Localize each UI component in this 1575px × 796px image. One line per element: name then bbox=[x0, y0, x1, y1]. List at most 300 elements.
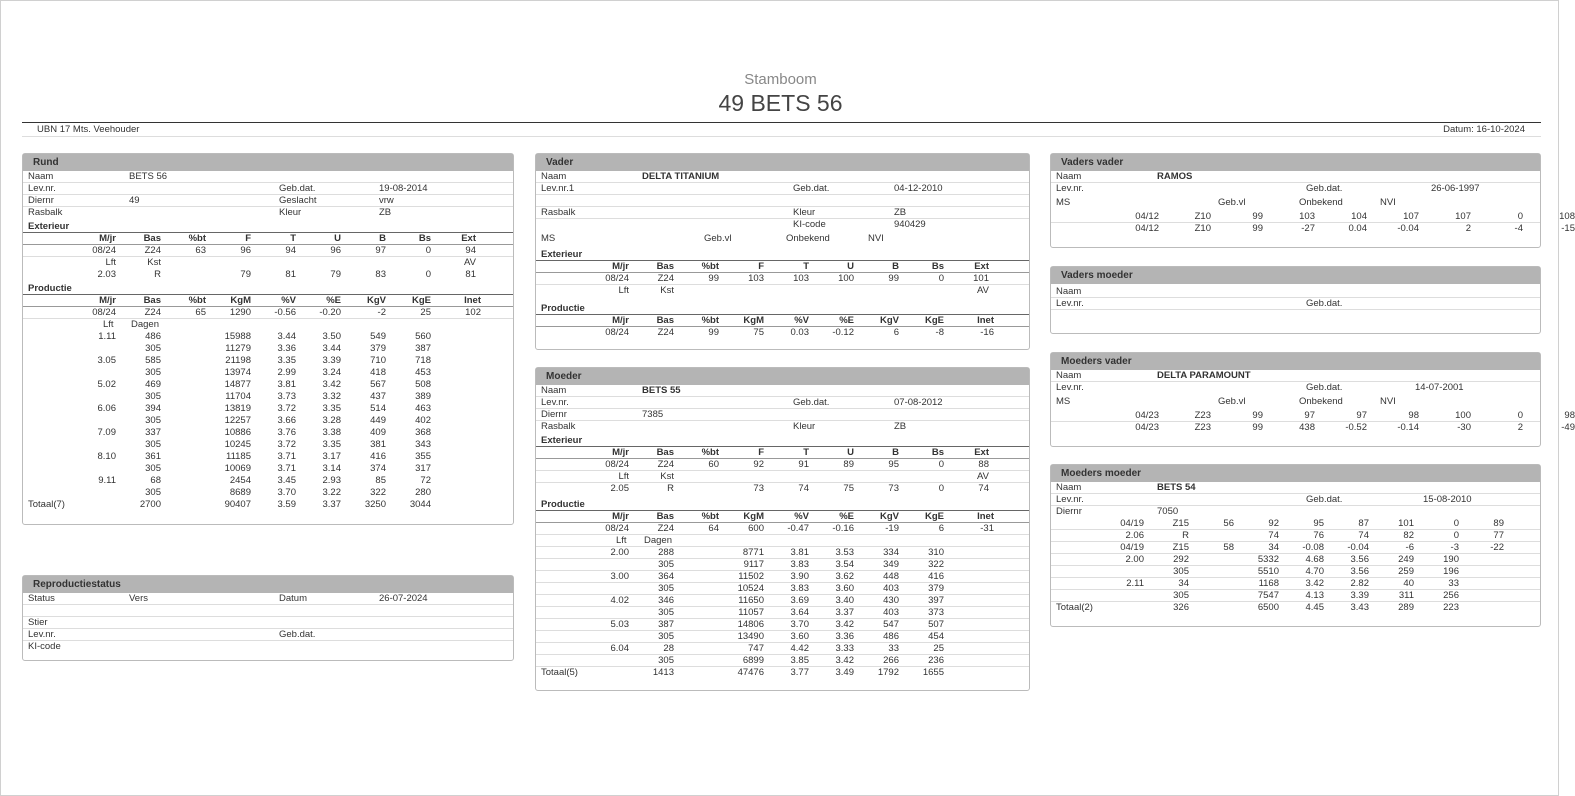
cell bbox=[674, 285, 719, 297]
cell: 236 bbox=[928, 655, 944, 666]
value-diernr: 49 bbox=[129, 195, 140, 206]
cell bbox=[899, 471, 944, 483]
row-levnr bbox=[1051, 494, 1540, 506]
page-title: 49 BETS 56 bbox=[718, 90, 843, 116]
table-row bbox=[23, 379, 513, 391]
section-exterieur: Exterieur bbox=[23, 219, 513, 233]
table-row bbox=[23, 463, 513, 475]
row-naam bbox=[1051, 286, 1540, 298]
cell: 3.53 bbox=[835, 547, 854, 558]
cell: 305 bbox=[658, 631, 674, 642]
col-ext: Ext bbox=[974, 447, 989, 458]
cell: Z10 bbox=[1194, 211, 1211, 222]
cell: 101 bbox=[1398, 518, 1414, 529]
cell: Z24 bbox=[657, 523, 674, 534]
cell: 40 bbox=[1403, 578, 1414, 589]
label-nvi: NVI bbox=[868, 233, 884, 244]
cell: 3.49 bbox=[835, 667, 854, 678]
cell bbox=[944, 631, 994, 643]
cell: 3.73 bbox=[277, 391, 296, 402]
cell bbox=[161, 257, 206, 269]
label-diernr: Diernr bbox=[28, 195, 54, 206]
cell: 3.17 bbox=[322, 451, 341, 462]
cell: 3250 bbox=[364, 499, 386, 510]
cell: 3.24 bbox=[322, 367, 341, 378]
col-kgm: KgM bbox=[743, 511, 764, 522]
cell bbox=[431, 427, 481, 439]
cell: 4.13 bbox=[1305, 590, 1324, 601]
label-kicode: KI-code bbox=[793, 219, 826, 230]
col-bt: %bt bbox=[701, 447, 719, 458]
label-lft: Lft bbox=[103, 319, 114, 330]
cell bbox=[161, 269, 206, 281]
cell: 567 bbox=[370, 379, 386, 390]
section-exterieur: Exterieur bbox=[536, 433, 1029, 447]
cell: 507 bbox=[928, 619, 944, 630]
cell: Z24 bbox=[657, 273, 674, 284]
col-mjr: M/jr bbox=[99, 295, 116, 306]
cell: 13974 bbox=[224, 367, 251, 378]
cell: 6500 bbox=[1257, 602, 1279, 613]
cell: 0 bbox=[1453, 530, 1459, 541]
cell: 103 bbox=[793, 273, 809, 284]
col-bt: %bt bbox=[188, 295, 206, 306]
cell bbox=[341, 257, 386, 269]
cell: 4.70 bbox=[1305, 566, 1324, 577]
cell bbox=[206, 257, 251, 269]
cell: 3.81 bbox=[790, 547, 809, 558]
cell: Z15 bbox=[1172, 542, 1189, 553]
cell: 585 bbox=[145, 355, 161, 366]
card-moeders-vader bbox=[1050, 352, 1575, 447]
cell bbox=[854, 285, 899, 297]
cell bbox=[23, 415, 116, 427]
cell bbox=[674, 559, 719, 571]
label-rasbalk: Rasbalk bbox=[541, 421, 576, 432]
cell: 100 bbox=[838, 273, 854, 284]
col-bas: Bas bbox=[143, 233, 161, 244]
col-kgm: KgM bbox=[743, 315, 764, 326]
cell: 94 bbox=[465, 245, 476, 256]
cell: 0 bbox=[938, 273, 944, 284]
cell: 3.70 bbox=[790, 619, 809, 630]
label-gebdat: Geb.dat. bbox=[1306, 494, 1343, 505]
value-diernr: 7385 bbox=[642, 409, 664, 420]
cell: 305 bbox=[145, 415, 161, 426]
label-rasbalk: Rasbalk bbox=[28, 207, 63, 218]
cell: 56 bbox=[1223, 518, 1234, 529]
col-mjr: M/jr bbox=[612, 261, 629, 272]
cell: 448 bbox=[883, 571, 899, 582]
cell: 322 bbox=[370, 487, 386, 498]
cell: 76 bbox=[1313, 530, 1324, 541]
cell: 73 bbox=[753, 483, 764, 494]
cell: 373 bbox=[928, 607, 944, 618]
cell: 3.28 bbox=[322, 415, 341, 426]
cell: 58 bbox=[1223, 542, 1234, 553]
cell: 75 bbox=[843, 483, 854, 494]
table-header bbox=[23, 295, 513, 307]
label-naam: Naam bbox=[28, 171, 54, 182]
cell: 3.83 bbox=[790, 559, 809, 570]
col-mjr: M/jr bbox=[612, 447, 629, 458]
label-gebdat: Geb.dat. bbox=[793, 397, 830, 408]
cell: 15988 bbox=[224, 331, 251, 342]
card-moeders-moeder bbox=[1050, 464, 1541, 627]
cell: 486 bbox=[883, 631, 899, 642]
value-gebdat: 15-08-2010 bbox=[1423, 494, 1472, 505]
table-row bbox=[536, 655, 1029, 667]
cell bbox=[161, 487, 206, 499]
cell: 4.02 bbox=[610, 595, 629, 606]
exterieur-table bbox=[23, 233, 513, 281]
col-bas: Bas bbox=[656, 447, 674, 458]
cell: 549 bbox=[370, 331, 386, 342]
cell: 10245 bbox=[224, 439, 251, 450]
label-nvi: NVI bbox=[1380, 197, 1396, 208]
label-gebdat: Geb.dat. bbox=[1306, 183, 1343, 194]
col-bt: %bt bbox=[701, 511, 719, 522]
cell: 416 bbox=[370, 451, 386, 462]
cell bbox=[674, 471, 719, 483]
cell: -31 bbox=[980, 523, 994, 534]
row-empty bbox=[536, 195, 1029, 207]
cell bbox=[536, 607, 629, 619]
cell: -3 bbox=[1450, 542, 1459, 553]
card-vaders-moeder bbox=[1050, 266, 1541, 334]
cell bbox=[674, 595, 719, 607]
section-productie: Productie bbox=[23, 281, 513, 295]
print-date: Datum: 16-10-2024 bbox=[1443, 124, 1525, 135]
cell: 379 bbox=[370, 343, 386, 354]
cell bbox=[431, 499, 481, 511]
cell: 89 bbox=[1493, 518, 1504, 529]
card-reproductiestatus bbox=[22, 575, 514, 661]
cell: 374 bbox=[370, 463, 386, 474]
cell: 14877 bbox=[224, 379, 251, 390]
label-geslacht: Geslacht bbox=[279, 195, 317, 206]
cell bbox=[23, 487, 116, 499]
cell: 75 bbox=[753, 327, 764, 338]
table-row bbox=[536, 547, 1029, 559]
cell: 101 bbox=[973, 273, 989, 284]
cell bbox=[944, 571, 994, 583]
cell: 89 bbox=[843, 459, 854, 470]
cell bbox=[1459, 578, 1504, 590]
cell: 104 bbox=[1351, 211, 1367, 222]
cell: 99 bbox=[888, 273, 899, 284]
cell: 25 bbox=[933, 643, 944, 654]
label-dagen: Dagen bbox=[131, 319, 159, 330]
cell: 3.45 bbox=[277, 475, 296, 486]
totaal-row bbox=[1051, 602, 1540, 614]
cell bbox=[674, 547, 719, 559]
cell: 1168 bbox=[1258, 578, 1279, 589]
cell bbox=[431, 367, 481, 379]
table-row bbox=[1051, 578, 1540, 590]
cell: 33 bbox=[1448, 578, 1459, 589]
table-row bbox=[1051, 518, 1540, 530]
cell bbox=[944, 607, 994, 619]
cell: 3.72 bbox=[277, 439, 296, 450]
cell bbox=[536, 559, 629, 571]
cell bbox=[674, 655, 719, 667]
cell bbox=[944, 667, 994, 679]
cell: 454 bbox=[928, 631, 944, 642]
cell: 0 bbox=[1517, 410, 1523, 421]
cell: 6.04 bbox=[610, 643, 629, 654]
cell bbox=[431, 487, 481, 499]
cell: 34 bbox=[1178, 578, 1189, 589]
table-row bbox=[23, 343, 513, 355]
cell: 2.00 bbox=[1125, 554, 1144, 565]
cell: 87 bbox=[1358, 518, 1369, 529]
cell: 99 bbox=[1252, 422, 1263, 433]
cell: 8689 bbox=[229, 487, 251, 498]
cell: 4.42 bbox=[790, 643, 809, 654]
cell: -49 bbox=[1561, 422, 1575, 433]
cell: 256 bbox=[1443, 590, 1459, 601]
cell: 99 bbox=[708, 273, 719, 284]
cell: -30 bbox=[1457, 422, 1471, 433]
cell: AV bbox=[977, 471, 989, 482]
row-levnr bbox=[536, 397, 1029, 409]
cell: 310 bbox=[928, 547, 944, 558]
row-naam bbox=[536, 385, 1029, 397]
cell: 74 bbox=[978, 483, 989, 494]
value-gebdat: 04-12-2010 bbox=[894, 183, 943, 194]
cell: Z23 bbox=[1194, 410, 1211, 421]
cell: Totaal(2) bbox=[1056, 602, 1093, 613]
cell bbox=[1459, 554, 1504, 566]
cell: 3.66 bbox=[277, 415, 296, 426]
cell: 322 bbox=[928, 559, 944, 570]
cell: 3.60 bbox=[790, 631, 809, 642]
label-kleur: Kleur bbox=[279, 207, 302, 218]
cell: 10524 bbox=[737, 583, 764, 594]
cell: 514 bbox=[370, 403, 386, 414]
cell: 402 bbox=[415, 415, 431, 426]
cell: 2.00 bbox=[610, 547, 629, 558]
row-naam bbox=[1051, 171, 1540, 183]
cell: 1655 bbox=[922, 667, 944, 678]
cell: 463 bbox=[415, 403, 431, 414]
table-row bbox=[23, 439, 513, 451]
cell bbox=[674, 631, 719, 643]
section-exterieur: Exterieur bbox=[536, 247, 1029, 261]
label-levnr: Lev.nr. bbox=[541, 397, 569, 408]
cell: 2454 bbox=[229, 475, 251, 486]
cell: 94 bbox=[285, 245, 296, 256]
col-bs: Bs bbox=[418, 233, 431, 244]
card-title: Moeders moeder bbox=[1051, 465, 1540, 482]
label-datum: Datum bbox=[279, 593, 307, 604]
table-row bbox=[23, 257, 513, 269]
value-naam: BETS 54 bbox=[1157, 482, 1196, 493]
label-gebvl: Geb.vl bbox=[1218, 396, 1246, 407]
cell bbox=[944, 595, 994, 607]
value-gebdat: 26-06-1997 bbox=[1431, 183, 1480, 194]
table-header bbox=[23, 233, 513, 245]
cell: 95 bbox=[888, 459, 899, 470]
col-bs: Bs bbox=[931, 261, 944, 272]
cell: 3.35 bbox=[322, 439, 341, 450]
card-title: Moeder bbox=[536, 368, 1029, 385]
table-row bbox=[23, 451, 513, 463]
cell: 107 bbox=[1403, 211, 1419, 222]
cell: 289 bbox=[1398, 602, 1414, 613]
cell: 3.39 bbox=[322, 355, 341, 366]
table-header bbox=[536, 511, 1029, 523]
value-diernr: 7050 bbox=[1157, 506, 1179, 517]
cell: 368 bbox=[415, 427, 431, 438]
cell: 437 bbox=[370, 391, 386, 402]
ancestor-rows bbox=[1051, 518, 1540, 602]
cell: 34 bbox=[1268, 542, 1279, 553]
cell: 223 bbox=[1443, 602, 1459, 613]
cell: 0 bbox=[425, 245, 431, 256]
cell bbox=[674, 583, 719, 595]
cell: 355 bbox=[415, 451, 431, 462]
col-v: %V bbox=[794, 511, 809, 522]
cell bbox=[1459, 566, 1504, 578]
cell: Kst bbox=[147, 257, 161, 268]
cell bbox=[674, 607, 719, 619]
cell: 95 bbox=[1313, 518, 1324, 529]
cell bbox=[944, 619, 994, 631]
cell: R bbox=[1182, 530, 1189, 541]
table-row bbox=[536, 595, 1029, 607]
cell: Totaal(7) bbox=[28, 499, 65, 510]
row-rasbalk bbox=[536, 421, 1029, 433]
cell: 3.90 bbox=[790, 571, 809, 582]
cell: 3.37 bbox=[835, 607, 854, 618]
cell: 5332 bbox=[1257, 554, 1279, 565]
cell: 11057 bbox=[738, 607, 764, 618]
cell: 4.45 bbox=[1305, 602, 1324, 613]
cell: 560 bbox=[415, 331, 431, 342]
cell: 326 bbox=[1173, 602, 1189, 613]
cell: 3.76 bbox=[277, 427, 296, 438]
col-kgv: KgV bbox=[880, 315, 899, 326]
cell bbox=[431, 355, 481, 367]
col-ext: Ext bbox=[461, 233, 476, 244]
table-row bbox=[536, 571, 1029, 583]
cell: 3.00 bbox=[610, 571, 629, 582]
cell: 453 bbox=[415, 367, 431, 378]
cell: 3.35 bbox=[322, 403, 341, 414]
label-levnr: Lev.nr. bbox=[1056, 183, 1084, 194]
cell: -0.52 bbox=[1345, 422, 1367, 433]
label-levnr: Lev.nr. bbox=[1056, 382, 1084, 393]
cell: 3.44 bbox=[277, 331, 296, 342]
table-row bbox=[536, 523, 1029, 535]
cell: 486 bbox=[145, 331, 161, 342]
cell: 397 bbox=[928, 595, 944, 606]
cell: 102 bbox=[465, 307, 481, 318]
col-mjr: M/jr bbox=[612, 315, 629, 326]
card-title: Rund bbox=[23, 154, 513, 171]
label-status: Status bbox=[28, 593, 55, 604]
cell bbox=[944, 655, 994, 667]
cell: 3.40 bbox=[835, 595, 854, 606]
col-bas: Bas bbox=[656, 511, 674, 522]
cell: 2.05 bbox=[610, 483, 629, 494]
cell: Z24 bbox=[144, 245, 161, 256]
cell bbox=[674, 667, 719, 679]
row-levnr bbox=[23, 183, 513, 195]
cell: 3.42 bbox=[835, 619, 854, 630]
card-title: Vader bbox=[536, 154, 1029, 171]
label-levnr1: Lev.nr.1 bbox=[541, 183, 575, 194]
cell: 103 bbox=[748, 273, 764, 284]
label-ms: MS bbox=[541, 233, 556, 244]
cell bbox=[1189, 554, 1234, 566]
cell: 33 bbox=[888, 643, 899, 654]
cell bbox=[1459, 590, 1504, 602]
col-b: B bbox=[892, 261, 899, 272]
cell: 98 bbox=[1564, 410, 1575, 421]
cell: 305 bbox=[145, 367, 161, 378]
label-levnr: Lev.nr. bbox=[1056, 494, 1084, 505]
cell: 68 bbox=[150, 475, 161, 486]
cell: -4 bbox=[1514, 223, 1523, 234]
value-naam: RAMOS bbox=[1157, 171, 1193, 182]
cell: 6 bbox=[938, 523, 944, 534]
label-levnr: Lev.nr. bbox=[1056, 298, 1084, 309]
cell: 343 bbox=[415, 439, 431, 450]
cell: -27 bbox=[1301, 223, 1315, 234]
cell: 6.06 bbox=[97, 403, 116, 414]
cell: 04/23 bbox=[1135, 410, 1159, 421]
label-lft: Lft bbox=[616, 535, 627, 546]
cell bbox=[386, 257, 431, 269]
cell: 2.82 bbox=[1350, 578, 1369, 589]
col-v: %V bbox=[794, 315, 809, 326]
cell: 3.39 bbox=[1350, 590, 1369, 601]
cell: 97 bbox=[375, 245, 386, 256]
row-lft-dagen bbox=[23, 319, 513, 331]
cell: 266 bbox=[883, 655, 899, 666]
col-bt: %bt bbox=[701, 315, 719, 326]
cell: 3.42 bbox=[835, 655, 854, 666]
label-nvi: NVI bbox=[1380, 396, 1396, 407]
col-t: T bbox=[803, 447, 809, 458]
label-naam: Naam bbox=[1056, 286, 1082, 297]
label-naam: Naam bbox=[1056, 370, 1082, 381]
cell bbox=[23, 391, 116, 403]
cell bbox=[944, 559, 994, 571]
cell: 90407 bbox=[224, 499, 251, 510]
cell: Z10 bbox=[1194, 223, 1211, 234]
row-levnr bbox=[1051, 298, 1540, 310]
cell bbox=[719, 285, 764, 297]
cell bbox=[161, 463, 206, 475]
cell: R bbox=[667, 483, 674, 494]
label-gebdat: Geb.dat. bbox=[1306, 382, 1343, 393]
row-levnr bbox=[23, 629, 513, 641]
cell: 3.56 bbox=[1350, 566, 1369, 577]
cell: -0.04 bbox=[1347, 542, 1369, 553]
table-row bbox=[536, 327, 1029, 339]
row-naam bbox=[1051, 370, 1540, 382]
cell bbox=[161, 331, 206, 343]
cell bbox=[1189, 590, 1234, 602]
cell bbox=[161, 427, 206, 439]
cell: 3.64 bbox=[790, 607, 809, 618]
totaal-row bbox=[536, 667, 1029, 679]
cell: -19 bbox=[885, 523, 899, 534]
